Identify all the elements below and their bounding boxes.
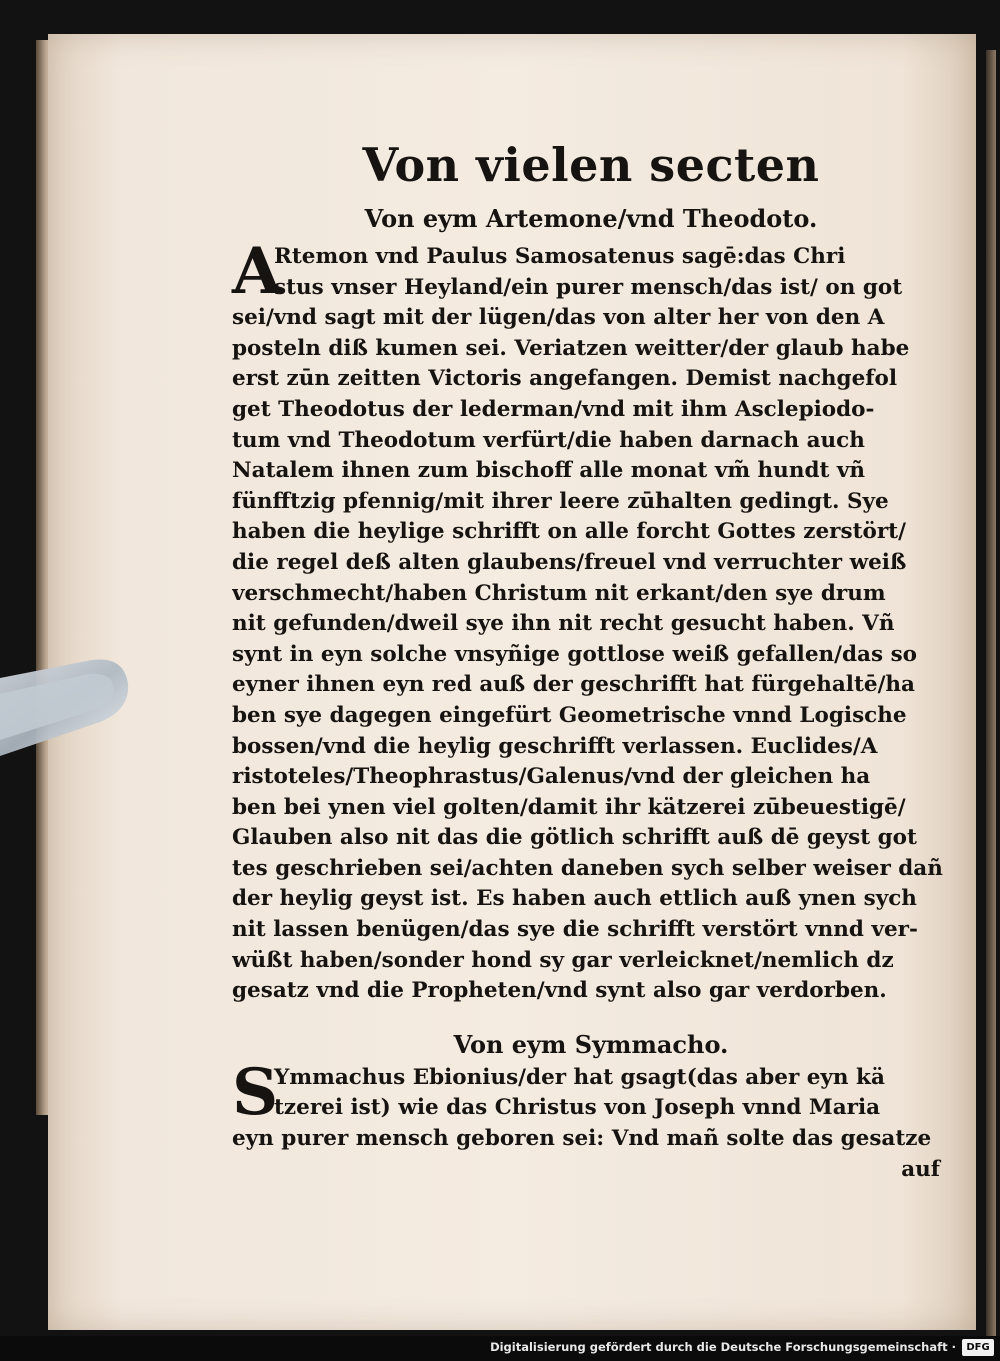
- text-line: der heylig geyst ist. Es haben auch ettlich auß ynen sych: [232, 886, 917, 912]
- text-line: get Theodotus der lederman/vnd mit ihm Asclepiodo-: [232, 396, 875, 422]
- paragraph-artemone: [232, 234, 950, 1007]
- page-heading: Von vielen secten: [362, 138, 820, 192]
- section-artemone: [232, 234, 950, 1007]
- text-line: tum vnd Theodotum verfürt/die haben darnach auch: [232, 427, 865, 453]
- text-line: wüßt haben/sonder hond sy gar verleicknet/nemlich dz: [232, 947, 894, 973]
- dropcap-s: S: [232, 1054, 279, 1130]
- text-line: ben bei ynen viel golten/damit ihr kätzerei zūbeuestigē/: [232, 794, 906, 820]
- text-line: verschmecht/haben Christum nit erkant/den sye drum: [232, 580, 886, 606]
- text-line: haben die heylige schrifft on alle forcht Gottes zerstört/: [232, 519, 906, 545]
- text-line: die regel deß alten glaubens/freuel vnd verruchter weiß: [232, 549, 907, 575]
- section-title-symmacho: Von eym Symmacho.: [453, 1029, 729, 1059]
- text-line: ristoteles/Theophrastus/Galenus/vnd der gleichen ha: [232, 764, 871, 790]
- text-line: erst zūn zeitten Victoris angefangen. Demist nachgefol: [232, 366, 898, 392]
- text-line: nit lassen benügen/das sye die schrifft verstört vnnd ver-: [232, 917, 918, 943]
- section-symmacho: [232, 1054, 950, 1155]
- back-page-edge: [986, 50, 996, 1340]
- text-line: fünfftzig pfennig/mit ihrer leere zūhalten gedingt. Sye: [232, 488, 889, 514]
- text-line: Glauben also nit das die götlich schrifft auß dē geyst got: [232, 825, 917, 851]
- text-line: sei/vnd sagt mit der lügen/das von alter her von den A: [232, 305, 885, 331]
- text-line: gesatz vnd die Propheten/vnd synt also gar verdorben.: [232, 978, 887, 1004]
- section-title-artemone: Von eym Artemone/vnd Theodoto.: [364, 204, 818, 233]
- funding-credit: Digitalisierung gefördert durch die Deutsche Forschungsgemeinschaft ·: [490, 1340, 956, 1354]
- page-text-block: [232, 138, 950, 1185]
- footer-bar: [0, 1336, 1000, 1361]
- text-line: bossen/vnd die heylig geschrifft verlassen. Euclides/A: [232, 733, 878, 759]
- dfg-logo: DFG: [962, 1339, 994, 1356]
- text-line: Natalem ihnen zum bischoff alle monat vm̃ hundt vñ: [232, 458, 866, 484]
- text-line: eyn purer mensch geboren sei: Vnd mañ solte das gesatze: [232, 1126, 932, 1152]
- text-line: eyner ihnen eyn red auß der geschrifft hat fürgehaltē/ha: [232, 672, 915, 698]
- text-line: tzerei ist) wie das Christus von Joseph vnnd Maria: [274, 1095, 881, 1121]
- text-line: tes geschrieben sei/achten daneben sych selber weiser dañ: [232, 855, 943, 881]
- text-line: Ymmachus Ebionius/der hat gsagt(das aber eyn kä: [274, 1064, 885, 1090]
- catchword: auf: [901, 1156, 940, 1182]
- dropcap-a: A: [232, 234, 282, 309]
- text-line: synt in eyn solche vnsyñige gottlose weiß gefallen/das so: [232, 641, 918, 667]
- text-line: Rtemon vnd Paulus Samosatenus sagē:das Chri: [274, 244, 846, 269]
- glass-page-weight: [0, 650, 132, 770]
- text-line: nit gefunden/dweil sye ihn nit recht gesucht haben. Vñ: [232, 611, 895, 637]
- text-line: ben sye dagegen eingefürt Geometrische vnnd Logische: [232, 702, 907, 728]
- text-line: stus vnser Heyland/ein purer mensch/das ist/ on got: [274, 274, 903, 300]
- paragraph-symmacho: [232, 1054, 950, 1155]
- text-line: posteln diß kumen sei. Veriatzen weitter/der glaub habe: [232, 335, 910, 361]
